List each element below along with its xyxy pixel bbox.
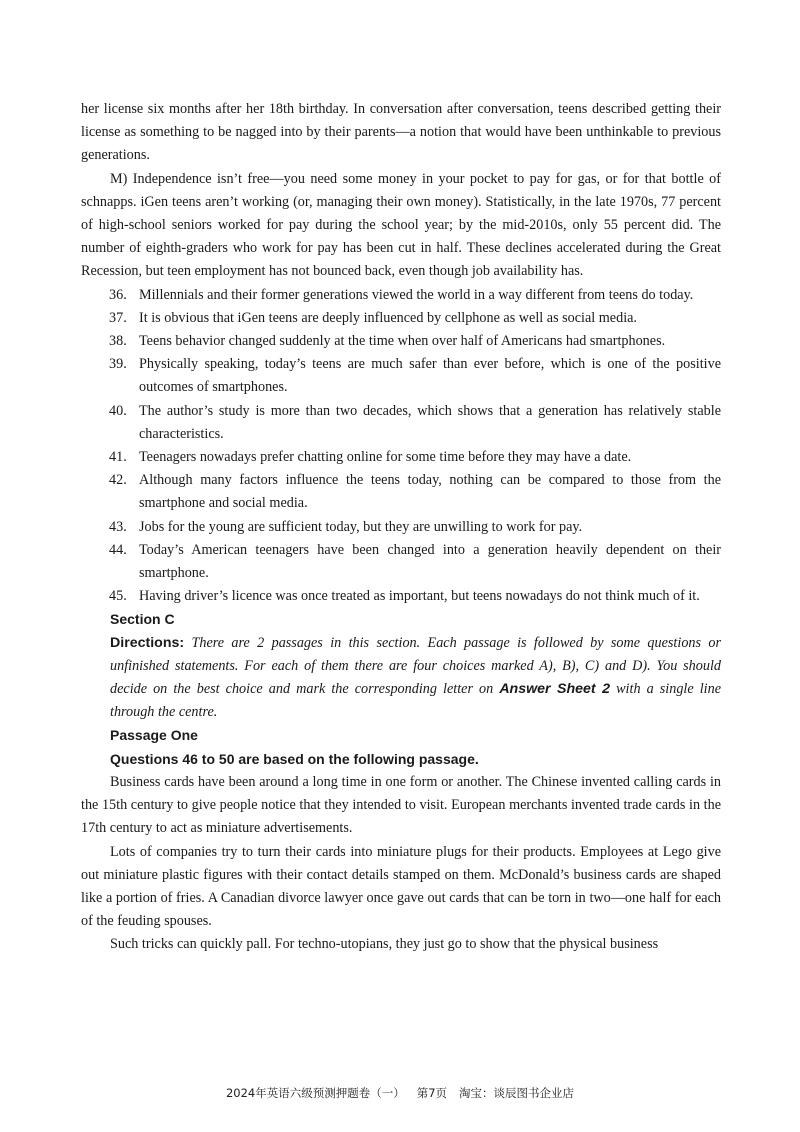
question-item xyxy=(81,400,721,446)
question-item xyxy=(81,307,721,330)
directions-label: Directions: xyxy=(110,634,185,651)
question-text: Physically speaking, today’s teens are much safer than ever before, which is one of the positive outcomes of smartphones. xyxy=(139,356,721,396)
page-footer xyxy=(0,1082,800,1105)
directions-text-end: with a single line through the centre. xyxy=(110,681,721,721)
question-number: 39. xyxy=(109,356,127,373)
paragraph-m: M) Independence isn’t free—you need some money in your pocket to pay for gas, or for that bottle of schnapps. iGen teens aren’t working (or, managing their own money). Statistically, in the late 1970s, 77 percent of high-school seniors worked for pay during the school year; by the mid-2010s, only 55 percent did. The number of eighth-graders who work for pay has been cut in half. These declines accelerated during the Great Recession, but teen employment has not bounced back, even though job availability has. xyxy=(81,170,721,280)
passage-paragraph: Such tricks can quickly pall. For techno-utopians, they just go to show that the physical business xyxy=(110,936,659,953)
questions-heading: Questions 46 to 50 are based on the following passage. xyxy=(110,750,479,767)
question-number: 44. xyxy=(109,541,127,558)
question-number: 40. xyxy=(109,402,127,419)
question-number: 41. xyxy=(109,449,127,466)
question-number: 38. xyxy=(109,333,127,350)
footer-page-number: 第7页 xyxy=(416,1086,448,1100)
question-text: It is obvious that iGen teens are deeply influenced by cellphone as well as social media. xyxy=(139,309,637,326)
question-item xyxy=(81,353,721,399)
question-number: 45. xyxy=(109,588,127,605)
paragraph-continuation: her license six months after her 18th birthday. In conversation after conversation, teens described getting their license as something to be nagged into by their parents—a notion that would have been unthinkable to previous generations. xyxy=(81,101,721,164)
question-list xyxy=(81,284,721,609)
directions-text: There are 2 passages in this section. Each passage is followed by some questions or unfinished statements. For each of them there are four choices marked A), B), C) and D). You should decide on the best choice and mark the corresponding letter on xyxy=(110,634,721,698)
question-item xyxy=(81,330,721,353)
question-item xyxy=(81,446,721,469)
question-item xyxy=(81,539,721,585)
footer-shop: 淘宝：谈辰图书企业店 xyxy=(459,1086,575,1100)
page-content xyxy=(81,98,721,957)
question-text: Today’s American teenagers have been changed into a generation heavily dependent on their smartphone. xyxy=(139,541,721,582)
question-text: Although many factors influence the teens today, nothing can be compared to those from the smartphone and social media. xyxy=(139,472,721,512)
passage-paragraph: Lots of companies try to turn their cards into miniature plugs for their products. Employees at Lego give out miniature plastic figures with their contact details stamped on them. McDonald’s business cards are shaped like a portion of fries. A Canadian divorce lawyer once gave out cards that can be torn in two—one half for each of the feuding spouses. xyxy=(81,843,721,930)
passage-title: Passage One xyxy=(110,727,198,744)
question-text: Teenagers nowadays prefer chatting online for some time before they may have a date. xyxy=(139,449,632,466)
question-item xyxy=(81,585,721,608)
section-title: Section C xyxy=(110,611,175,628)
footer-exam-title: 2024年英语六级预测押题卷（一） xyxy=(225,1086,405,1100)
directions xyxy=(81,632,721,725)
question-text: Teens behavior changed suddenly at the time when over half of Americans had smartphones. xyxy=(139,333,666,350)
question-item xyxy=(81,284,721,307)
question-text: Having driver’s licence was once treated as important, but teens nowadays do not think much of it. xyxy=(139,588,700,605)
question-number: 43. xyxy=(109,518,127,535)
question-item xyxy=(81,469,721,515)
question-text: Millennials and their former generations viewed the world in a way different from teens do today. xyxy=(139,286,694,303)
question-number: 36. xyxy=(109,286,127,303)
question-number: 37. xyxy=(109,309,127,326)
question-text: The author’s study is more than two decades, which shows that a generation has relatively stable characteristics. xyxy=(139,402,721,442)
question-number: 42. xyxy=(109,472,127,489)
question-text: Jobs for the young are sufficient today, but they are unwilling to work for pay. xyxy=(139,518,583,535)
passage-paragraph: Business cards have been around a long time in one form or another. The Chinese invented calling cards in the 15th century to give people notice that they intended to visit. European merchants invented trade cards in the 17th century to act as miniature advertisements. xyxy=(81,773,721,837)
question-item xyxy=(81,516,721,539)
answer-sheet-label: Answer Sheet 2 xyxy=(499,681,611,698)
